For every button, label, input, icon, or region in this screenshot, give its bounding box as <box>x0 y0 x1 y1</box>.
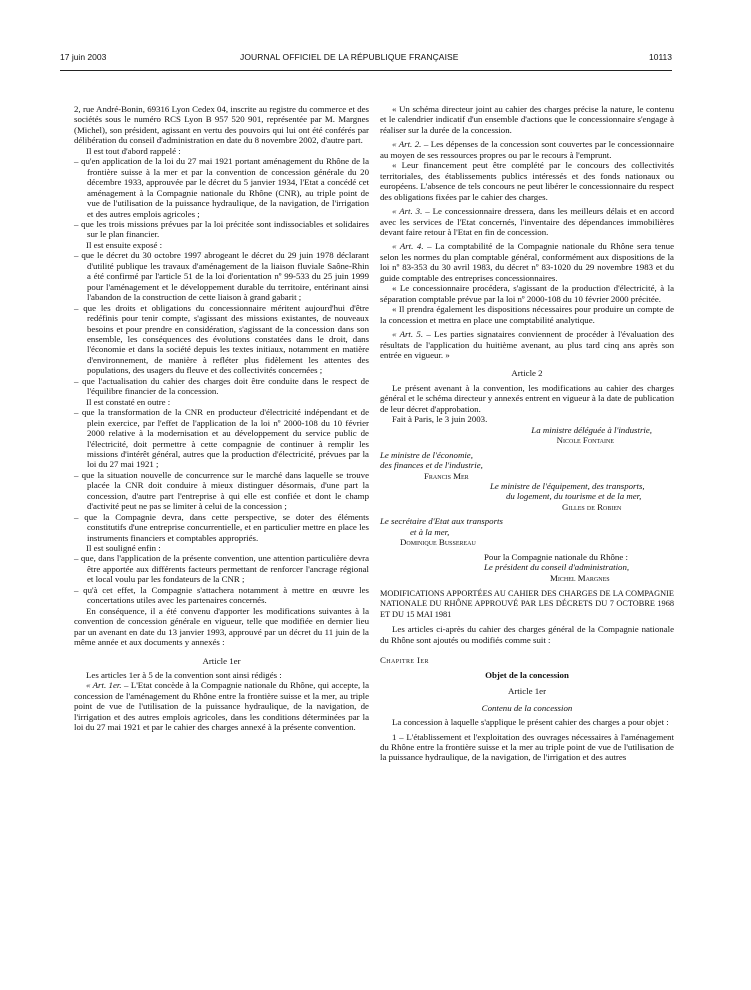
page-header <box>60 52 672 66</box>
article-label: « Art. 4. – <box>392 241 432 252</box>
article-text: Les parties signataires conviennent de procéder à l'évaluation des résultats de l'application du huitième avenant, au plus tard cinq ans après son entrée en vigueur. » <box>380 329 674 360</box>
article-text: Le concessionnaire dressera, dans les meilleurs délais et en accord avec les services de l'Etat concernés, l'inventaire des dépendances immobilières devant faire retour à l'Etat en fin de concession. <box>380 206 674 237</box>
paragraph: « Il prendra également les dispositions nécessaires pour produire un compte de la concession et mettra en place une comptabilité analytique. <box>380 304 674 325</box>
signatory-title: du logement, du tourisme et de la mer, <box>506 491 642 502</box>
header-rule <box>60 70 672 71</box>
list-item: – que les droits et obligations du concessionnaire méritent aujourd'hui d'être redéfinis pour tenir compte, s'agissant des missions existantes, de nouveaux besoins et pour prendre en considération, s'agissant de la concession dans son ensemble, les conséquences des évolutions constatées dans le droit, dans l'économie et dans la société depuis les textes initiaux, notamment en matière d'environnement, de manière à refléter plus fidèlement les attentes des populations, des usagers du fleuve et des collectivités concernées ; <box>74 302 369 376</box>
paragraph: La concession à laquelle s'applique le présent cahier des charges a pour objet : <box>392 717 669 728</box>
article-heading: Article 1er <box>507 686 547 697</box>
article-heading: Article 1er <box>202 655 241 666</box>
signatory-name: Dominique Bussereau <box>400 537 476 548</box>
list-item: – que la situation nouvelle de concurrence sur le marché dans laquelle se trouve placée la CNR doit conduire à mieux distinguer désormais, d'une part la concession, d'autre part l'entreprise à qui elle est confiée et dont le champ d'activité peut ne pas se limiter à celui de la concession ; <box>74 469 369 512</box>
chapter-title: Objet de la concession <box>485 669 569 680</box>
list-item: – qu'à cet effet, la Compagnie s'attachera notamment à mettre en œuvre les concertations utiles avec les partenaires concernés. <box>74 584 369 606</box>
signatory-name: Michel Margnes <box>550 572 610 583</box>
place-date: Fait à Paris, le 3 juin 2003. <box>392 414 488 425</box>
paragraph: Les articles ci-après du cahier des charges général de la Compagnie nationale du Rhône sont ajoutés ou modifiés comme suit : <box>380 624 674 645</box>
header-page-number: 10113 <box>648 52 672 62</box>
paragraph: Le présent avenant à la convention, les modifications au cahier des charges général et le schéma directeur y annexés entrent en vigueur à la date de publication de leur décret d'approbation. <box>380 382 674 414</box>
article-label: « Art. 3. – <box>392 206 430 217</box>
list-item: – que le décret du 30 octobre 1997 abrogeant le décret du 29 juin 1978 déclarant d'utilité publique les travaux d'aménagement de la liaison fluviale Saône-Rhin a été confirmé par l'article 51 de la loi d'orientation nº 99-533 du 25 juin 1999 pour l'aménagement et le développement durable du territoire, entérinant ainsi l'abandon de la construction de cette liaison à grand gabarit ; <box>74 250 369 303</box>
paragraph: En conséquence, il a été convenu d'apporter les modifications suivantes à la convention de concession générale en vigueur, telle que modifiée en dernier lieu par un avenant en date du 13 janvier 1993, approuvé par un décret du 11 juin de la même année et aux documents y annexés : <box>74 605 369 648</box>
chapter-heading: Chapitre Ier <box>380 655 429 666</box>
article-heading: Article 2 <box>511 368 543 379</box>
article-paragraph <box>380 139 674 160</box>
header-journal-title: JOURNAL OFFICIEL DE LA RÉPUBLIQUE FRANÇAISE <box>240 52 459 62</box>
article-label: « Art. 1er. – <box>86 680 129 691</box>
signatory-name: Nicole Fontaine <box>556 435 614 446</box>
list-item: – que l'actualisation du cahier des charges doit être conduite dans le respect de l'équilibre financier de la concession. <box>74 375 369 397</box>
signatory-title: des finances et de l'industrie, <box>380 460 483 471</box>
article-paragraph <box>74 680 369 732</box>
paragraph: Il est tout d'abord rappelé : <box>86 145 181 156</box>
paragraph: 2, rue André-Bonin, 69316 Lyon Cedex 04, inscrite au registre du commerce et des sociétés sous le numéro RCS Lyon B 957 520 901, représentée par M. Margnes (Michel), son président, agissant en vertu des pouvoirs qui lui ont été conférés par délibération du conseil d'administration en date du 8 novembre 2002, d'autre part. <box>74 104 369 146</box>
article-text: L'Etat concède à la Compagnie nationale du Rhône, qui accepte, la concession de l'aménagement du Rhône entre la frontière suisse et la mer, au triple point de vue de l'utilisation de la puissance hydraulique, de la navigation, de l'irrigation et des autres emplois agricoles, dans les conditions déterminées par la loi du 27 mai 1921 et par le cahier des charges annexé à la présente convention. <box>74 680 369 733</box>
list-item: – que la Compagnie devra, dans cette perspective, se doter des éléments constitutifs d'une entreprise concurrentielle, et en particulier mettre en place les instruments financiers et comptables appropriés. <box>74 511 369 543</box>
article-text: La comptabilité de la Compagnie nationale du Rhône sera tenue selon les normes du plan comptable général, conformément aux dispositions de la loi nº 83-353 du 30 avril 1983, du décret nº 83-1020 du 29 novembre 1983 et du guide comptable des entreprises concessionnaires. <box>380 241 675 283</box>
signatory-name: Francis Mer <box>424 470 469 481</box>
article-text: Les dépenses de la concession sont couvertes par le concessionnaire au moyen de ses ressources propres ou par le recours à l'emprunt. <box>380 139 674 160</box>
paragraph: Il est ensuite exposé : <box>86 239 163 250</box>
signatory-title: et à la mer, <box>410 526 450 537</box>
signatory-title: Le secrétaire d'Etat aux transports <box>380 516 503 527</box>
article-paragraph <box>380 241 674 283</box>
signatory-line: Pour la Compagnie nationale du Rhône : <box>484 551 628 562</box>
list-item: – que la transformation de la CNR en producteur d'électricité indépendant et de plein exercice, par l'effet de l'application de la loi nº 2000-108 du 10 février 2000 relative à la modernisation et au développement du service public de l'électricité, doit permettre à cette compagnie de continuer à remplir les missions d'intérêt général, autres que la production d'électricité, prévues par la loi du 27 mai 1921 ; <box>74 407 369 470</box>
left-column <box>74 104 369 733</box>
article-subtitle: Contenu de la concession <box>481 702 573 713</box>
header-date: 17 juin 2003 <box>60 52 107 62</box>
signatory-title: Le ministre de l'économie, <box>380 449 473 460</box>
list-item: – que les trois missions prévues par la loi précitée sont indissociables et solidaires sur le plan financier. <box>74 218 369 240</box>
signatory-title: La ministre déléguée à l'industrie, <box>531 424 652 435</box>
paragraph: « Un schéma directeur joint au cahier des charges précise la nature, le contenu et le calendrier indicatif d'un ensemble d'actions que le concessionnaire s'engage à réaliser sur la durée de la concession. <box>380 104 674 135</box>
article-paragraph <box>380 206 674 237</box>
right-column <box>380 104 674 763</box>
section-title: MODIFICATIONS APPORTÉES AU CAHIER DES CHARGES DE LA COMPAGNIE NATIONALE DU RHÔNE APPROUVÉ PAR LES DÉCRETS DU 7 OCTOBRE 1968 ET DU 15 MAI 1981 <box>380 589 674 619</box>
paragraph: Les articles 1er à 5 de la convention sont ainsi rédigés : <box>86 670 282 681</box>
article-paragraph <box>380 329 674 360</box>
paragraph: Il est constaté en outre : <box>86 396 171 407</box>
paragraph: « Le concessionnaire procédera, s'agissant de la production d'électricité, à la séparation comptable prévue par la loi nº 2000-108 du 10 février 2000 précitée. <box>380 283 674 304</box>
signatory-title: Le ministre de l'équipement, des transports, <box>490 480 645 491</box>
article-label: « Art. 5. – <box>392 329 431 340</box>
list-item: – qu'en application de la loi du 27 mai 1921 portant aménagement du Rhône de la frontière suisse à la mer et par la convention de concession générale du 20 décembre 1933, approuvée par le décret du 5 janvier 1934, l'Etat a concédé cet aménagement à la Compagnie nationale du Rhône (CNR), au triple point de vue de l'utilisation de la puissance hydraulique, de la navigation, de l'irrigation et des autres emplois agricoles ; <box>74 156 369 219</box>
signatory-title: Le président du conseil d'administration, <box>484 562 630 573</box>
list-item: – que, dans l'application de la présente convention, une attention particulière devra être apportée aux différents facteurs permettant de renforcer l'ancrage régional et local voulu par les fondateurs de la CNR ; <box>74 553 369 585</box>
paragraph: « Leur financement peut être complété par le concours des collectivités territoriales, des établissements publics intéressés et des fonds nationaux ou européens. L'absence de tels concours ne peut libérer le concessionnaire du respect des obligations fixées par le cahier des charges. <box>380 160 674 202</box>
signatory-name: Gilles de Robien <box>562 501 622 512</box>
paragraph: 1 – L'établissement et l'exploitation des ouvrages nécessaires à l'aménagement du Rhône entre la frontière suisse et la mer au triple point de vue de l'utilisation de la puissance hydraulique, de la navigation, de l'irrigation et des autres <box>380 731 674 763</box>
article-label: « Art. 2. – <box>392 139 429 150</box>
paragraph: Il est souligné enfin : <box>86 543 161 554</box>
